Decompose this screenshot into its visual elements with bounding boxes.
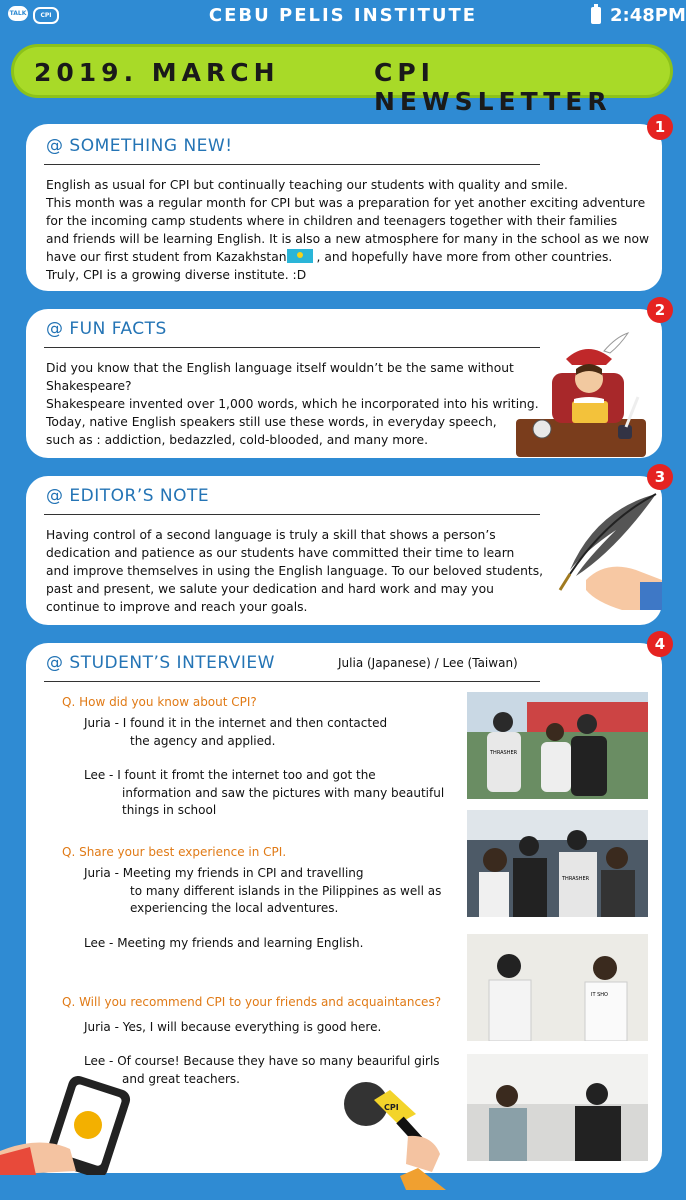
microphone-in-hand-illustration [336, 1080, 456, 1190]
status-bar [0, 0, 686, 34]
talk-icon: TALK [8, 6, 28, 21]
section-title: @ EDITOR’S NOTE [46, 486, 210, 506]
shirt-logo: THRASHER [562, 876, 590, 882]
newsletter-banner [11, 44, 673, 116]
interview-photo-4 [467, 1054, 648, 1161]
shakespeare-illustration [516, 329, 656, 457]
section-something-new [26, 124, 662, 291]
answer-juria-2: Juria - Meeting my friends in CPI and travelling to many different islands in the Pilippines as well as experiencing the local adventures. [84, 866, 442, 915]
kazakhstan-flag-icon [287, 249, 313, 263]
answer-juria-1: Juria - I found it in the internet and then contacted the agency and applied. [84, 716, 388, 748]
phone-in-hand-illustration [0, 1075, 150, 1175]
title-divider [44, 681, 540, 682]
section-number-badge: 2 [647, 297, 673, 323]
section-body: Did you know that the English language itself wouldn’t be the same without Shakespeare? Shakespeare invented over 1,000 words, which he incorporated into his writing. Today, native English speakers still use these words, in everyday speech, such as : addiction, bedazzled, cold-blooded, and many more. [46, 361, 539, 447]
section-number-badge: 4 [647, 631, 673, 657]
banner-title: CPI NEWSLETTER [374, 58, 612, 116]
section-body: English as usual for CPI but continually teaching our students with quality and smile. This month was a regular month for CPI but was a preparation for yet another exciting adventure for the incoming camp students where in children and teenagers together with their families and friends will be learning English. It is also a new atmosphere for many in the school as we now have our first student from Kazakhstan , and hopefully have more from other countries. Truly, CPI is a growing diverse institute. :D [46, 178, 650, 282]
app-title: CEBU PELIS INSTITUTE [208, 5, 478, 26]
quill-pen-icon [526, 490, 662, 610]
interview-photo-1 [467, 692, 648, 799]
section-editors-note [26, 476, 662, 625]
question-1: Q. How did you know about CPI? [62, 695, 257, 709]
title-divider [44, 514, 540, 515]
banner-date: 2019. MARCH [34, 58, 280, 87]
answer-lee-3: Lee - Of course! Because they have so many beauriful girls and great teachers. [84, 1054, 440, 1086]
answer-lee-2: Lee - Meeting my friends and learning English. [84, 936, 364, 950]
answer-lee-1: Lee - I fount it fromt the internet too and got the information and saw the pictures with many beautiful things in school [84, 768, 445, 817]
interview-photo-2 [467, 810, 648, 917]
interviewee-names: Julia (Japanese) / Lee (Taiwan) [338, 656, 518, 670]
section-body: Having control of a second language is truly a skill that shows a person’s dedication and patience as our students have committed their time to learn and improve themselves in using the English language. To our beloved students, past and present, we salute your dedication and hard work and may you continue to improve and reach your goals. [46, 528, 544, 614]
section-fun-facts [26, 309, 662, 458]
question-3: Q. Will you recommend CPI to your friends and acquaintances? [62, 995, 442, 1009]
battery-icon [591, 7, 601, 24]
interview-photo-3 [467, 934, 648, 1041]
section-title: @ FUN FACTS [46, 319, 167, 339]
shirt-logo: THRASHER [490, 750, 518, 756]
title-divider [44, 164, 540, 165]
question-2: Q. Share your best experience in CPI. [62, 845, 287, 859]
section-number-badge: 3 [647, 464, 673, 490]
mic-label: CPI [384, 1103, 399, 1112]
shirt-logo: IT SHO [591, 992, 608, 998]
answer-juria-3: Juria - Yes, I will because everything is good here. [84, 1020, 382, 1034]
cpi-icon: CPI [33, 7, 59, 24]
section-title: @ SOMETHING NEW! [46, 136, 233, 156]
section-number-badge: 1 [647, 114, 673, 140]
title-divider [44, 347, 540, 348]
clock: 2:48PM [610, 5, 686, 26]
section-title: @ STUDENT’S INTERVIEW [46, 653, 275, 673]
